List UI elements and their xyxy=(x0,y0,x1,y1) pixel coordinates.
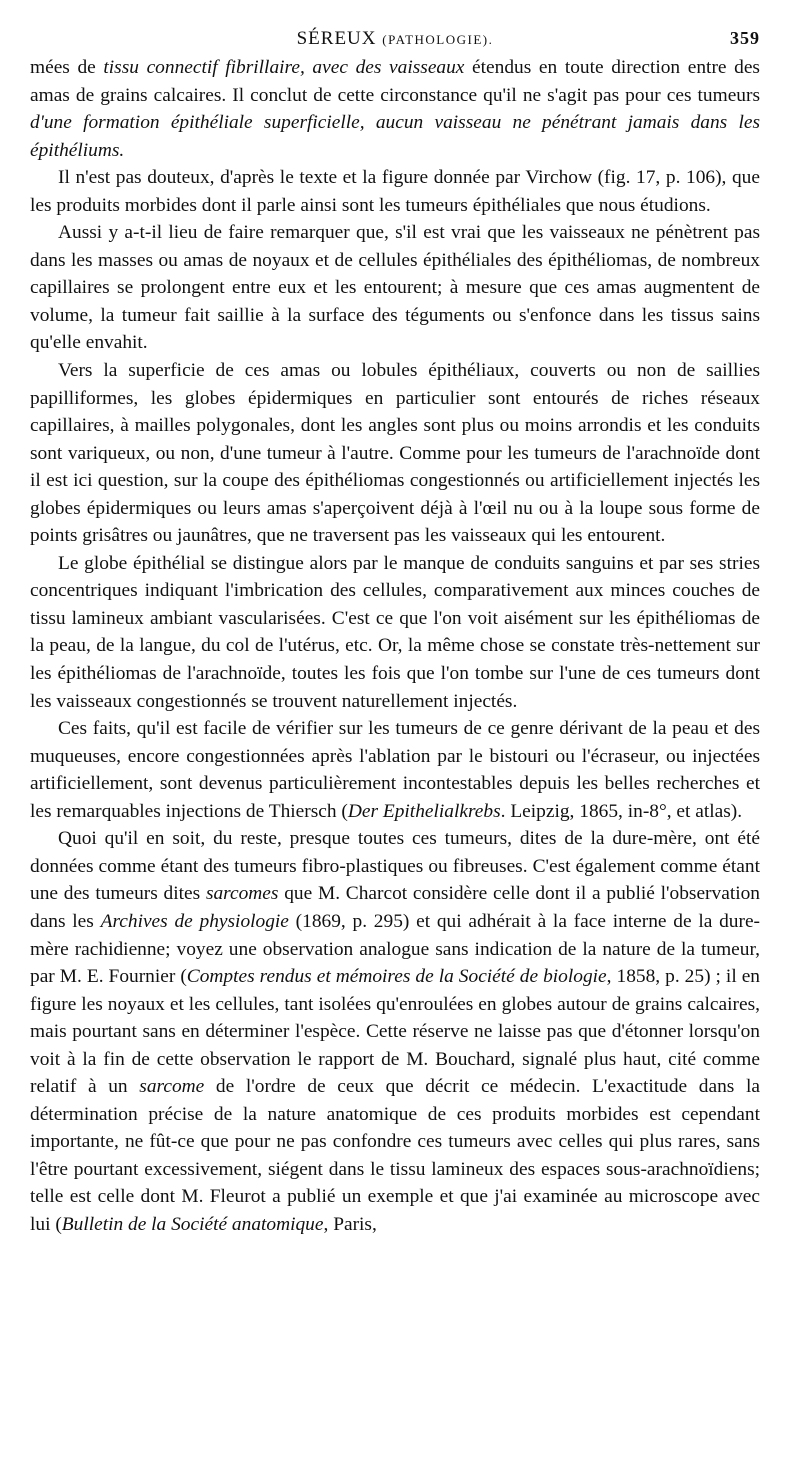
italic-text: Bulletin de la Société anatomique xyxy=(61,1213,324,1235)
text-run: mées de xyxy=(30,57,104,78)
text-run: , 1858, p. 25) ; il en figure les noyaux et les cellules, tant isolées qu'enroulées en globes autour de grains calcaires, mais pourtant sans en déterminer l'espèce. Cette réserve ne laisse pas que d'étonner lorsqu'on voit à la fin de cette observation le rapport de M. Bouchard, signalé plus haut, cité comme relatif à un xyxy=(30,966,761,1098)
paragraph xyxy=(30,164,760,219)
text-run: Le globe épithélial se distingue alors par le manque de conduits sanguins et par ses stries concentriques indiquant l'imbrication des cellules, comparativement aux minces couches de tissu lamineux ambiant vascularisées. C'est ce que l'on voit aisément sur les épithéliomas de la peau, de la langue, du col de l'utérus, etc. Or, la même chose se constate très-nettement sur les épithéliomas de l'arachnoïde, toutes les fois que l'on tombe sur l'une de ces tumeurs dont les vaisseaux congestionnés se trouvent naturellement injectés. xyxy=(30,552,760,712)
text-run: Quoi qu'il en soit, du reste, presque toutes ces tumeurs, dites de la dure-mère, ont été données comme étant des tumeurs fibro-plastiques ou fibreuses. C'est également comme étant une des tumeurs dites xyxy=(30,828,760,905)
text-run: . Leipzig, 1865, in-8°, et atlas). xyxy=(500,800,743,822)
text-run: Aussi y a-t-il lieu de faire remarquer que, s'il est vrai que les vaisseaux ne pénètrent pas dans les masses ou amas de noyaux et de cellules épithéliales des épithéliomas, de nombreux capillaires se prolongent entre eux et les entourent; à mesure que ces amas augmentent de volume, la tumeur fait saillie à la surface des téguments ou s'enfonce dans les tissus sains qu'elle envahit. xyxy=(30,222,760,354)
italic-text: sarcomes xyxy=(205,883,279,905)
italic-text: sarcome xyxy=(139,1076,205,1098)
text-run: (1869, p. 295) et qui adhérait à la face interne de la dure-mère rachidienne; voyez une observation analogue sans indication de la nature de la tumeur, par M. E. Fournier ( xyxy=(30,910,761,988)
italic-text: Der Epithelialkrebs xyxy=(347,800,501,822)
paragraph xyxy=(30,715,760,825)
text-run: Vers la superficie de ces amas ou lobules épithéliaux, couverts ou non de saillies papilliformes, les globes épidermiques en particulier sont entourés de riches réseaux capillaires, à mailles polygonales, dont les angles sont plus ou moins arrondis et les conduits sont variqueux, ou non, d'une tumeur à l'autre. Comme pour les tumeurs de l'arachnoïde dont il est ici question, sur la coupe des épithéliomas congestionnés ou artificiellement injectés les globes épidermiques ou leurs amas s'aperçoivent déjà à l'œil nu ou à la loupe sous forme de points grisâtres ou jaunâtres, que ne traversent pas les vaisseaux qui les entourent. xyxy=(30,360,760,547)
paragraph xyxy=(30,550,760,715)
text-run: étendus en toute direction entre des amas de grains calcaires. Il conclut de cette circonstance qu'il ne s'agit pas pour ces tumeurs xyxy=(30,57,760,106)
text-run: de l'ordre de ceux que décrit ce médecin. L'exactitude dans la détermination précise de la nature anatomique de ces produits morbides est cependant importante, ne fût-ce que pour ne pas confondre ces tumeurs avec celles qui plus rares, sans l'être pourtant excessivement, siégent dans le tissu lamineux des espaces sous-arachnoïdiens; telle est celle dont M. Fleurot a publié un exemple et que j'ai examinée au microscope avec lui ( xyxy=(30,1076,760,1235)
text-run: Ces faits, qu'il est facile de vérifier sur les tumeurs de ce genre dérivant de la peau et des muqueuses, encore congestionnées après l'ablation par le bistouri ou l'écraseur, ou injectées artificiellement, sont devenus particulièrement incontestables depuis les belles recherches et les remarquables injections de Thiersch ( xyxy=(30,718,760,822)
running-title-main: SÉREUX xyxy=(296,28,377,49)
italic-text: tissu connectif fibrillaire, avec des vaisseaux xyxy=(103,57,465,78)
italic-text: Archives de physiologie xyxy=(100,910,289,932)
text-run: que M. Charcot considère celle dont il a publié l'observation dans les xyxy=(30,883,760,932)
body-text xyxy=(30,54,760,1239)
paragraph xyxy=(30,219,760,357)
italic-text: d'une formation épithéliale superficielle, aucun vaisseau ne pénétrant jamais dans les épithéliums. xyxy=(30,112,760,161)
paragraph xyxy=(30,357,760,550)
italic-text: Comptes rendus et mémoires de la Société de biologie xyxy=(186,966,607,988)
running-title xyxy=(30,28,760,50)
text-run: , Paris, xyxy=(323,1213,377,1235)
text-run: Il n'est pas douteux, d'après le texte et la figure donnée par Virchow (fig. 17, p. 106), que les produits morbides dont il parle ainsi sont les tumeurs épithéliales que nous étudions. xyxy=(30,167,760,216)
running-head xyxy=(30,14,760,54)
paragraph xyxy=(30,825,760,1238)
page-number: 359 xyxy=(730,28,760,48)
paragraph xyxy=(30,54,760,164)
running-title-subtitle: (PATHOLOGIE). xyxy=(382,32,494,47)
